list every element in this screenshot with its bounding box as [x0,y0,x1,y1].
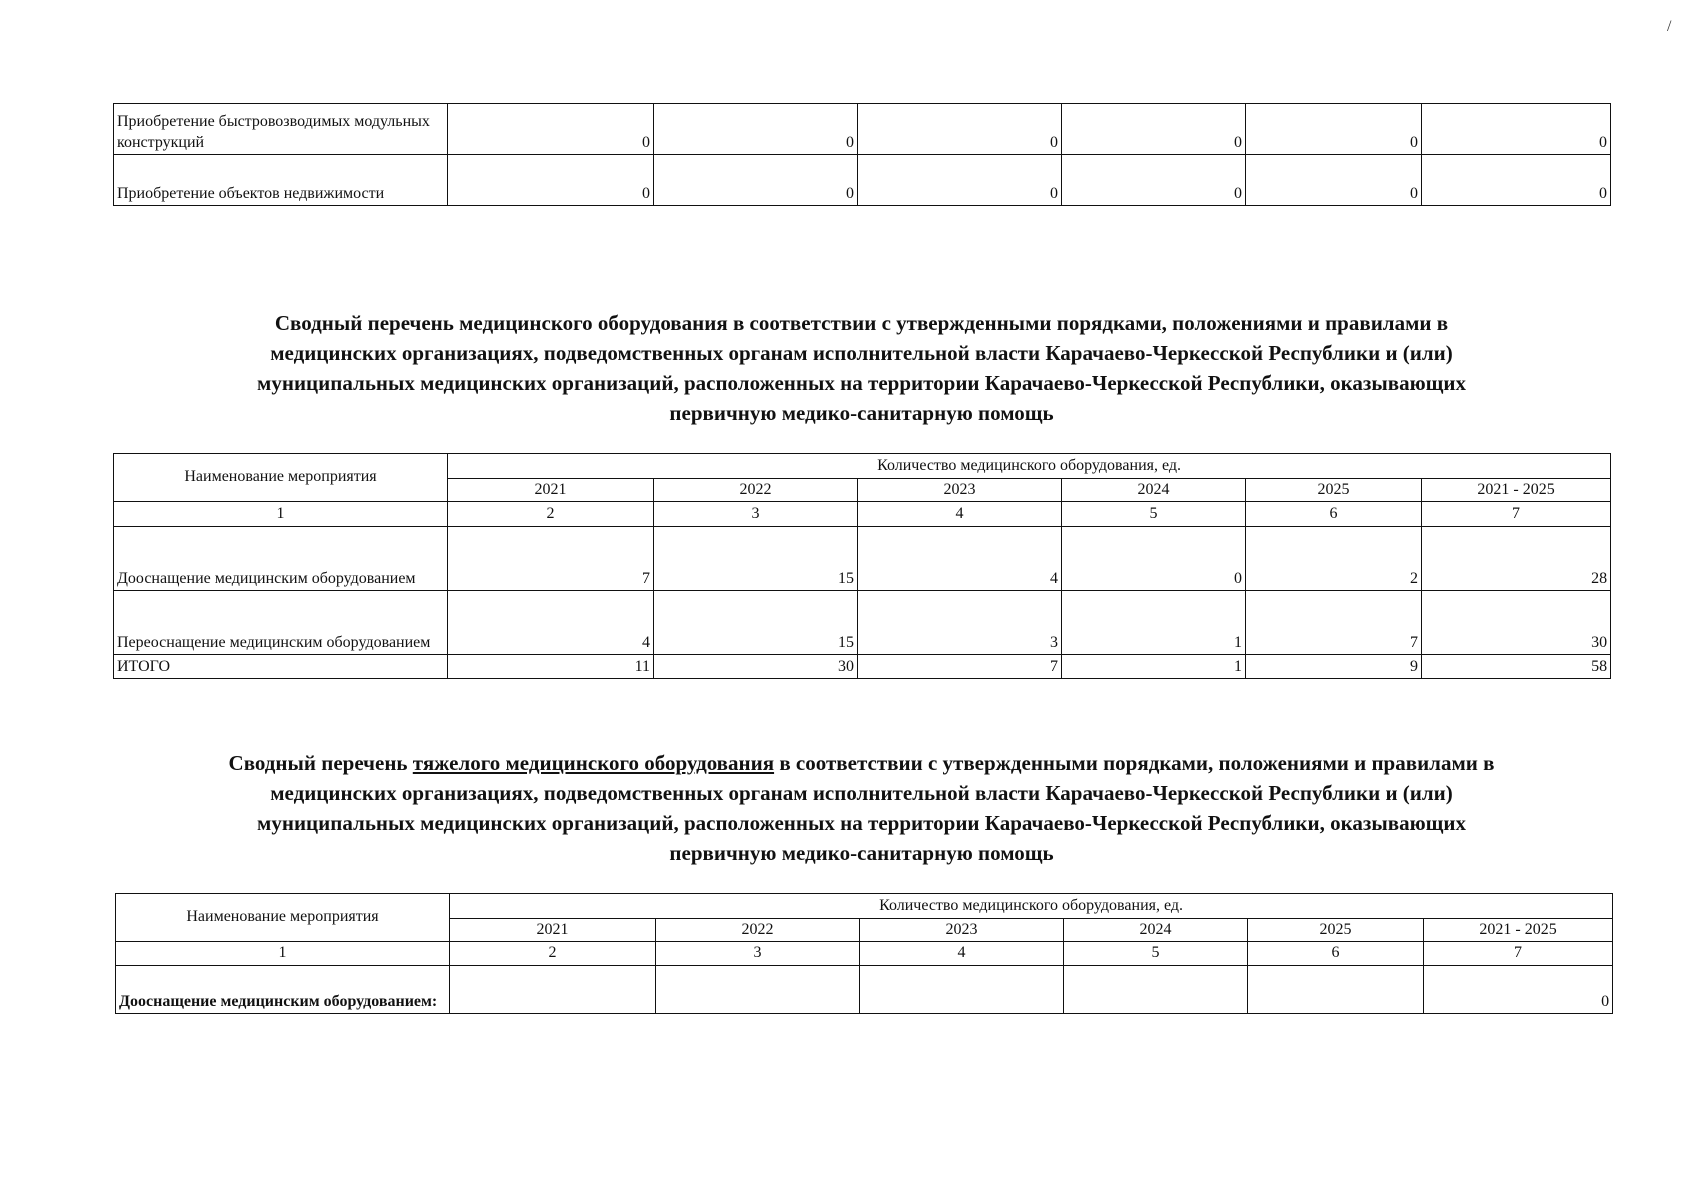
cell-value: 3 [858,591,1062,655]
column-number: 1 [116,942,450,966]
cell-value [1064,966,1248,1014]
cell-value: 15 [654,527,858,591]
column-number: 7 [1422,502,1611,527]
title-line: Сводный перечень медицинского оборудования в соответствии с утвержденными порядками, положениями и правилами в [274,311,1449,335]
year-header: 2025 [1246,479,1422,502]
cell-value: 0 [448,104,654,155]
column-number: 5 [1062,502,1246,527]
cell-value: 0 [1246,155,1422,206]
cell-value: 28 [1422,527,1611,591]
table-row [114,591,1611,655]
cell-value: 0 [1422,104,1611,155]
table-row [114,104,1611,155]
table-row [116,966,1613,1014]
table-header-row [114,454,1611,479]
cell-value: 9 [1246,655,1422,679]
column-number: 2 [448,502,654,527]
cell-value [450,966,656,1014]
title-line [113,748,1610,778]
title-line: медицинских организациях, подведомственных органам исполнительной власти Карачаево-Черкесской Республики и (или) [270,781,1453,805]
row-name: Приобретение быстровозводимых модульных конструкций [114,104,448,155]
cell-value: 58 [1422,655,1611,679]
cell-value: 7 [1246,591,1422,655]
page-corner-mark: / [1667,18,1672,35]
year-header: 2024 [1062,479,1246,502]
column-number: 6 [1248,942,1424,966]
name-column-header: Наименование мероприятия [114,454,448,502]
table-row [114,527,1611,591]
year-header: 2023 [858,479,1062,502]
total-row [114,655,1611,679]
column-number: 1 [114,502,448,527]
title-text: Сводный перечень [228,751,413,775]
name-column-header: Наименование мероприятия [116,894,450,942]
table-row [114,155,1611,206]
cell-value [656,966,860,1014]
column-number: 4 [860,942,1064,966]
top-continuation-table [113,103,1611,206]
cell-value: 0 [1062,155,1246,206]
column-number: 6 [1246,502,1422,527]
year-header: 2021 [450,919,656,942]
column-number: 3 [656,942,860,966]
title-line: первичную медико-санитарную помощь [669,841,1054,865]
cell-value: 0 [654,104,858,155]
cell-value: 1 [1062,591,1246,655]
column-number-row [114,502,1611,527]
year-header: 2021 - 2025 [1422,479,1611,502]
cell-value: 30 [1422,591,1611,655]
cell-value: 0 [858,155,1062,206]
cell-value: 0 [858,104,1062,155]
title-line: муниципальных медицинских организаций, расположенных на территории Карачаево-Черкесской Республики, оказывающих [257,371,1466,395]
column-number: 2 [450,942,656,966]
cell-value: 0 [1422,155,1611,206]
year-header: 2022 [654,479,858,502]
section-title-heavy-equipment [113,748,1610,868]
table-header-row [116,894,1613,919]
cell-value: 4 [448,591,654,655]
column-number: 3 [654,502,858,527]
cell-value: 11 [448,655,654,679]
cell-value: 0 [654,155,858,206]
cell-value: 0 [448,155,654,206]
cell-value: 0 [1062,527,1246,591]
year-header: 2024 [1064,919,1248,942]
cell-value: 0 [1062,104,1246,155]
cell-value: 0 [1424,966,1613,1014]
column-number: 5 [1064,942,1248,966]
row-name: Переоснащение медицинским оборудованием [114,591,448,655]
title-line: первичную медико-санитарную помощь [669,401,1054,425]
cell-value: 7 [858,655,1062,679]
year-header: 2023 [860,919,1064,942]
year-header: 2025 [1248,919,1424,942]
cell-value [860,966,1064,1014]
cell-value: 7 [448,527,654,591]
row-name: Дооснащение медицинским оборудованием: [116,966,450,1014]
cell-value [1248,966,1424,1014]
title-line: муниципальных медицинских организаций, расположенных на территории Карачаево-Черкесской Республики, оказывающих [257,811,1466,835]
section-title-equipment [113,308,1610,428]
year-header: 2021 [448,479,654,502]
cell-value: 30 [654,655,858,679]
row-name: Дооснащение медицинским оборудованием [114,527,448,591]
cell-value: 0 [1246,104,1422,155]
cell-value: 15 [654,591,858,655]
column-number: 7 [1424,942,1613,966]
cell-value: 1 [1062,655,1246,679]
cell-value: 2 [1246,527,1422,591]
row-name: Приобретение объектов недвижимости [114,155,448,206]
heavy-equipment-table [115,893,1613,1014]
year-header: 2021 - 2025 [1424,919,1613,942]
group-column-header: Количество медицинского оборудования, ед. [448,454,1611,479]
year-header: 2022 [656,919,860,942]
column-number-row [116,942,1613,966]
equipment-table [113,453,1611,679]
cell-value: 4 [858,527,1062,591]
group-column-header: Количество медицинского оборудования, ед. [450,894,1613,919]
title-line: медицинских организациях, подведомственных органам исполнительной власти Карачаево-Черкесской Республики и (или) [270,341,1453,365]
column-number: 4 [858,502,1062,527]
title-text: в соответствии с утвержденными порядками, положениями и правилами в [774,751,1495,775]
row-name: ИТОГО [114,655,448,679]
title-underlined-text: тяжелого медицинского оборудования [412,751,775,775]
